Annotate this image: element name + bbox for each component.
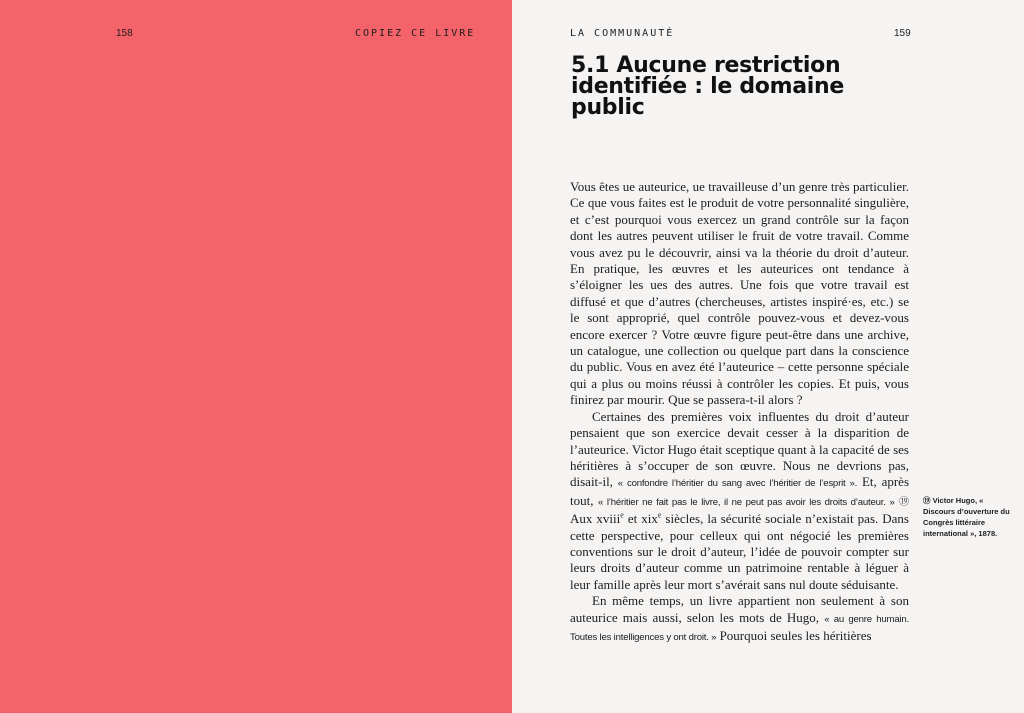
century-18-sup: e — [620, 510, 624, 520]
century-19-sup: e — [657, 510, 662, 520]
section-heading: 5.1 Aucune restriction identifiée : le domaine public — [571, 53, 844, 120]
right-running-head: LA COMMUNAUTÉ — [570, 28, 675, 39]
sidenote-marker: ⑲ — [923, 496, 931, 505]
paragraph-2-text-a: Certaines des premières voix influentes du droit d’auteur pensaient que son exercice devait cesser à la disparition de l’auteurice. Victor Hugo était sceptique quant à la capacité de ses héritières à s’occuper de son œuvre. Nous ne devrions pas, disait-il, — [570, 408, 909, 490]
paragraph-1: Vous êtes ue auteurice, ue travailleuse d’un genre très particulier. Ce que vous faites est le produit de votre personnalité singulière, et c’est pourquoi vous exercez un grand contrôle sur la façon dont les autres peuvent utiliser le fruit de votre travail. Comme vous avez pu le découvrir, ainsi va la théorie du droit d’auteur. En pratique, les œuvres et les auteurices ont tendance à s’éloigner les ues des autres. Une fois que votre travail est diffusé et que d’autres (chercheuses, artistes inspiré·es, etc.) se le sont approprié, quel contrôle pouvez-vous et devez-vous encore exercer ? Votre œuvre figure peut-être dans une archive, un catalogue, une collection ou quelque part dans la conscience du public. Vous en avez été l’auteurice – cette personne spéciale qui a plus ou moins réussi à contrôler les copies. Et puis, vous finirez par mourir. Que se passera-t-il alors ? — [570, 179, 909, 408]
sidenote — [923, 495, 1015, 539]
paragraph-3-text-a: En même temps, un livre appartient non seulement à son auteurice mais aussi, selon les mots de Hugo, — [570, 593, 909, 625]
hugo-quote-3: « au genre humain. Toutes les intelligences y ont droit. » — [570, 613, 909, 643]
paragraph-2 — [570, 409, 909, 593]
hugo-quote-2: « l’héritier ne fait pas le livre, il ne peut pas avoir les droits d’auteur. » — [598, 496, 895, 508]
paragraph-2-text-b: Et, après tout, — [570, 474, 909, 508]
left-running-head: COPIEZ CE LIVRE — [355, 28, 476, 39]
body-text — [570, 179, 909, 646]
century-19: et xix — [627, 511, 658, 527]
paragraph-2-text-c: siècles, la sécurité sociale n’existait pas. Dans cette perspective, pour celleux qui ont négocié les premières conventions sur le droit d’auteur, l’idée de pouvoir compter sur leurs droits d’auteur comme un patrimoine rentable à léguer à leur famille après leur mort s’avérait sans nul doute séduisante. — [570, 511, 909, 592]
footnote-marker: ⑲ — [899, 496, 910, 508]
sidenote-text: Victor Hugo, « Discours d’ouverture du Congrès littéraire international », 1878. — [923, 496, 1010, 538]
left-page-number: 158 — [116, 28, 133, 39]
hugo-quote-1: « confondre l’héritier du sang avec l’héritier de l’esprit ». — [617, 478, 858, 490]
paragraph-3 — [570, 593, 909, 646]
century-18: Aux xviii — [570, 511, 621, 527]
paragraph-3-text-b: Pourquoi seules les héritières — [719, 627, 872, 643]
right-page-number: 159 — [894, 28, 911, 39]
